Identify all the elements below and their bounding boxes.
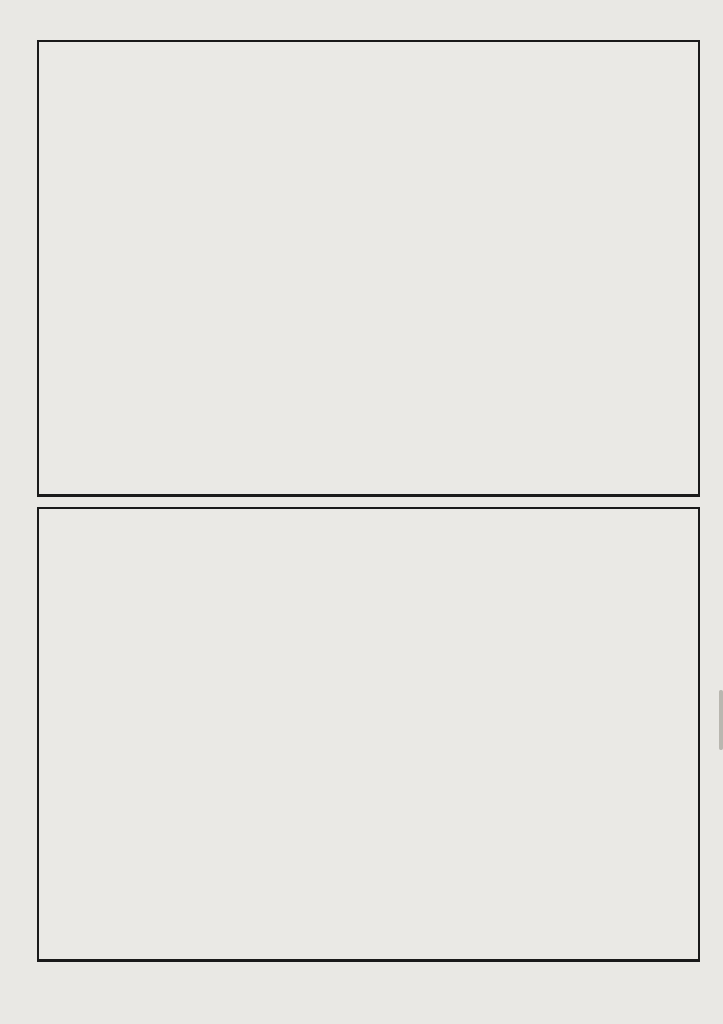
scan-blemish (719, 690, 723, 750)
bottom-roster-table (37, 507, 700, 962)
page-content (37, 40, 700, 962)
top-roster-table (37, 40, 700, 497)
